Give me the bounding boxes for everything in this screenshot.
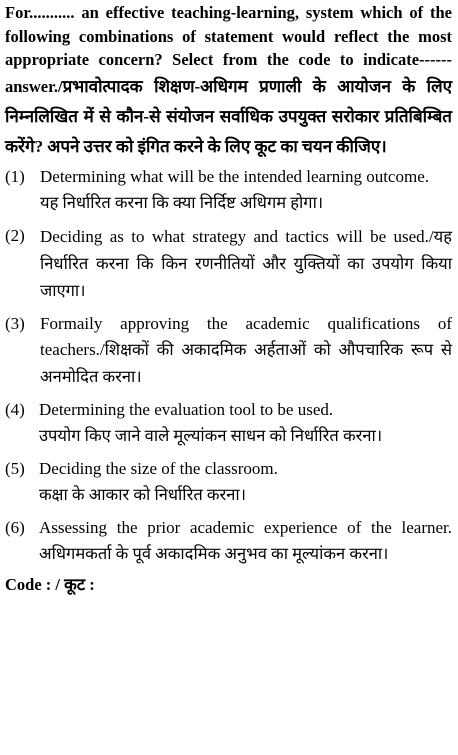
option-4 xyxy=(5,397,452,449)
option-number: (3) xyxy=(5,313,25,333)
option-english: Deciding as to what strategy and tactics will be used./ xyxy=(40,226,434,246)
option-number: (5) xyxy=(5,458,25,478)
option-hindi: अधिगमकर्ता के पूर्व अकादमिक अनुभव का मूल्यांकन करना। xyxy=(39,543,389,563)
option-number: (1) xyxy=(5,166,25,186)
option-english: Formaily approving the academic qualifications of teachers./ xyxy=(40,313,452,359)
option-hindi: यह निर्धारित करना कि क्या निर्दिष्ट अधिगम होगा। xyxy=(40,192,324,212)
option-hindi: यह निर्धारित करना कि किन रणनीतियों और युक्तियों का उपयोग किया जाएगा। xyxy=(40,226,452,300)
code-label: Code : / कूट : xyxy=(5,574,95,594)
option-2 xyxy=(5,223,452,304)
option-number: (4) xyxy=(5,399,25,419)
option-number: (2) xyxy=(5,225,25,245)
option-number: (6) xyxy=(5,517,25,537)
option-english: Assessing the prior academic experience of the learner. xyxy=(39,517,452,537)
option-1 xyxy=(5,164,452,216)
option-5 xyxy=(5,456,452,508)
options-list xyxy=(5,164,452,567)
question-english: For........... an effective teaching-learning, system which of the following combinations of statement would reflect the most appropriate concern? Select from the code to indicate------ answer./ xyxy=(5,3,452,96)
option-english: Determining the evaluation tool to be used. xyxy=(39,399,334,419)
option-hindi: शिक्षकों की अकादमिक अर्हताओं को औपचारिक रूप से अनमोदित करना। xyxy=(40,339,452,386)
question-text xyxy=(5,0,452,162)
option-3 xyxy=(5,311,452,390)
option-english: Determining what will be the intended learning outcome. xyxy=(40,166,429,186)
option-hindi: कक्षा के आकार को निर्धारित करना। xyxy=(39,484,246,504)
question-hindi: प्रभावोत्पादक शिक्षण-अधिगम प्रणाली के आयोजन के लिए निम्नलिखित में से कौन-से संयोजन सर्वाधिक उपयुक्त सरोकार प्रतिबिम्बित करेंगे? अपने उत्तर को इंगित करने के लिए कूट का चयन कीजिए। xyxy=(5,76,452,156)
option-english: Deciding the size of the classroom. xyxy=(39,458,278,478)
option-hindi: उपयोग किए जाने वाले मूल्यांकन साधन को निर्धारित करना। xyxy=(39,425,383,445)
option-6 xyxy=(5,515,452,567)
